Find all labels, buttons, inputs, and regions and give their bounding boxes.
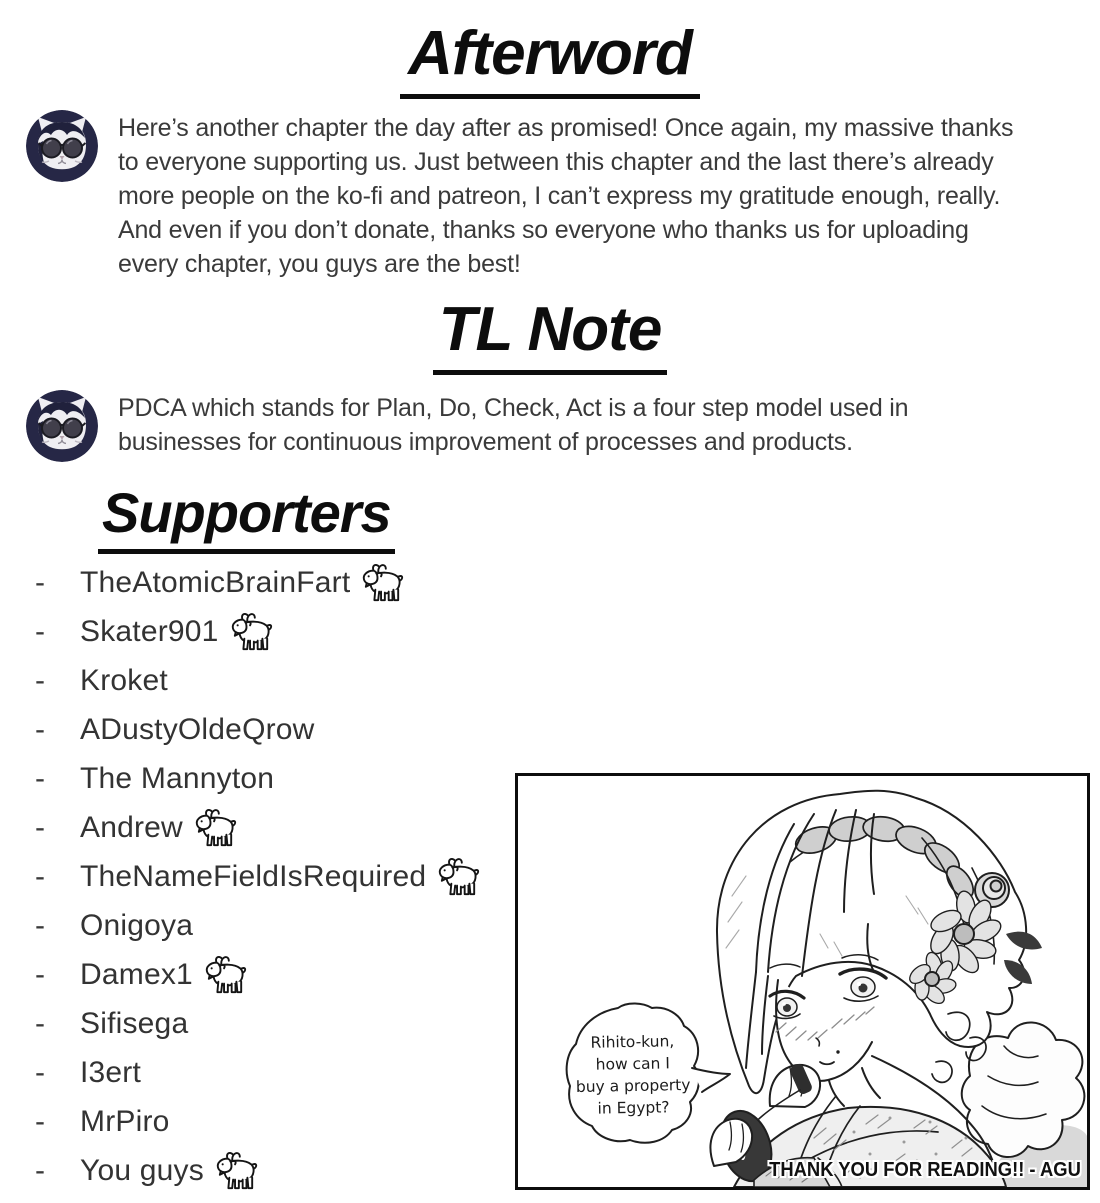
supporter-item [0, 705, 480, 754]
tl-note-heading [0, 295, 1100, 375]
supporter-item [0, 754, 480, 803]
supporter-name: TheAtomicBrainFart [80, 565, 351, 599]
afterword-heading [0, 19, 1100, 99]
goat-icon [203, 955, 247, 1000]
bullet-dash: - [35, 565, 45, 599]
supporter-item [0, 852, 480, 901]
text-line: more people on the ko-fi and patreon, I can’t express my gratitude enough, really. [118, 182, 1001, 210]
thanks-caption: THANK YOU FOR READING!! - AGU [769, 1159, 1081, 1181]
supporter-name: You guys [80, 1153, 204, 1187]
bullet-dash: - [35, 908, 45, 942]
tl-note-text [118, 391, 908, 459]
supporter-name: Damex1 [80, 957, 193, 991]
tl-note-section [26, 390, 1080, 462]
text-line: Rihito-kun, [590, 1032, 675, 1052]
afterword-text [118, 111, 1013, 281]
manga-illustration [518, 776, 1087, 1187]
bullet-dash: - [35, 1153, 45, 1187]
speech-bubble [561, 1030, 705, 1120]
supporter-name: TheNameFieldIsRequired [80, 859, 427, 893]
supporter-item [0, 1097, 480, 1146]
illustration-panel [515, 773, 1090, 1190]
supporters-list [0, 558, 480, 1195]
bullet-dash: - [35, 859, 45, 893]
text-line: how can I [595, 1054, 671, 1074]
supporter-name: Kroket [80, 663, 168, 697]
cat-avatar-icon [26, 110, 98, 182]
bullet-dash: - [35, 957, 45, 991]
cat-avatar-icon [26, 390, 98, 462]
bullet-dash: - [35, 1055, 45, 1089]
supporter-name: Andrew [80, 810, 183, 844]
goat-icon [436, 857, 480, 902]
supporter-name: The Mannyton [80, 761, 275, 795]
afterword-title: Afterword [400, 22, 700, 99]
supporter-name: MrPiro [80, 1104, 170, 1138]
goat-icon [214, 1151, 258, 1196]
tl-note-title: TL Note [433, 298, 668, 375]
supporter-item [0, 950, 480, 999]
afterword-section [26, 110, 1080, 278]
supporter-item [0, 558, 480, 607]
supporter-name: ADustyOldeQrow [80, 712, 315, 746]
supporter-item [0, 1146, 480, 1195]
bullet-dash: - [35, 1104, 45, 1138]
supporter-item [0, 607, 480, 656]
goat-icon [193, 808, 237, 853]
goat-icon [360, 563, 404, 608]
text-line: PDCA which stands for Plan, Do, Check, Act is a four step model used in [118, 394, 909, 422]
text-line: businesses for continuous improvement of processes and products. [118, 428, 853, 456]
text-line: And even if you don’t donate, thanks so everyone who thanks us for uploading [118, 216, 969, 244]
supporter-name: Skater901 [80, 614, 219, 648]
supporter-item [0, 803, 480, 852]
goat-icon [229, 612, 273, 657]
supporter-name: Sifisega [80, 1006, 189, 1040]
supporter-item [0, 901, 480, 950]
supporters-title: Supporters [98, 484, 395, 554]
text-line: buy a property [575, 1076, 691, 1096]
supporter-name: I3ert [80, 1055, 142, 1089]
bullet-dash: - [35, 712, 45, 746]
supporter-item [0, 1048, 480, 1097]
text-line: in Egypt? [597, 1098, 670, 1118]
bullet-dash: - [35, 810, 45, 844]
bullet-dash: - [35, 1006, 45, 1040]
supporter-name: Onigoya [80, 908, 194, 942]
text-line: to everyone supporting us. Just between this chapter and the last there’s already [118, 148, 994, 176]
text-line: Here’s another chapter the day after as promised! Once again, my massive thanks [118, 114, 1014, 142]
supporter-item [0, 999, 480, 1048]
supporter-item [0, 656, 480, 705]
text-line: every chapter, you guys are the best! [118, 250, 521, 278]
bullet-dash: - [35, 761, 45, 795]
supporters-heading [98, 481, 395, 554]
bullet-dash: - [35, 663, 45, 697]
bullet-dash: - [35, 614, 45, 648]
